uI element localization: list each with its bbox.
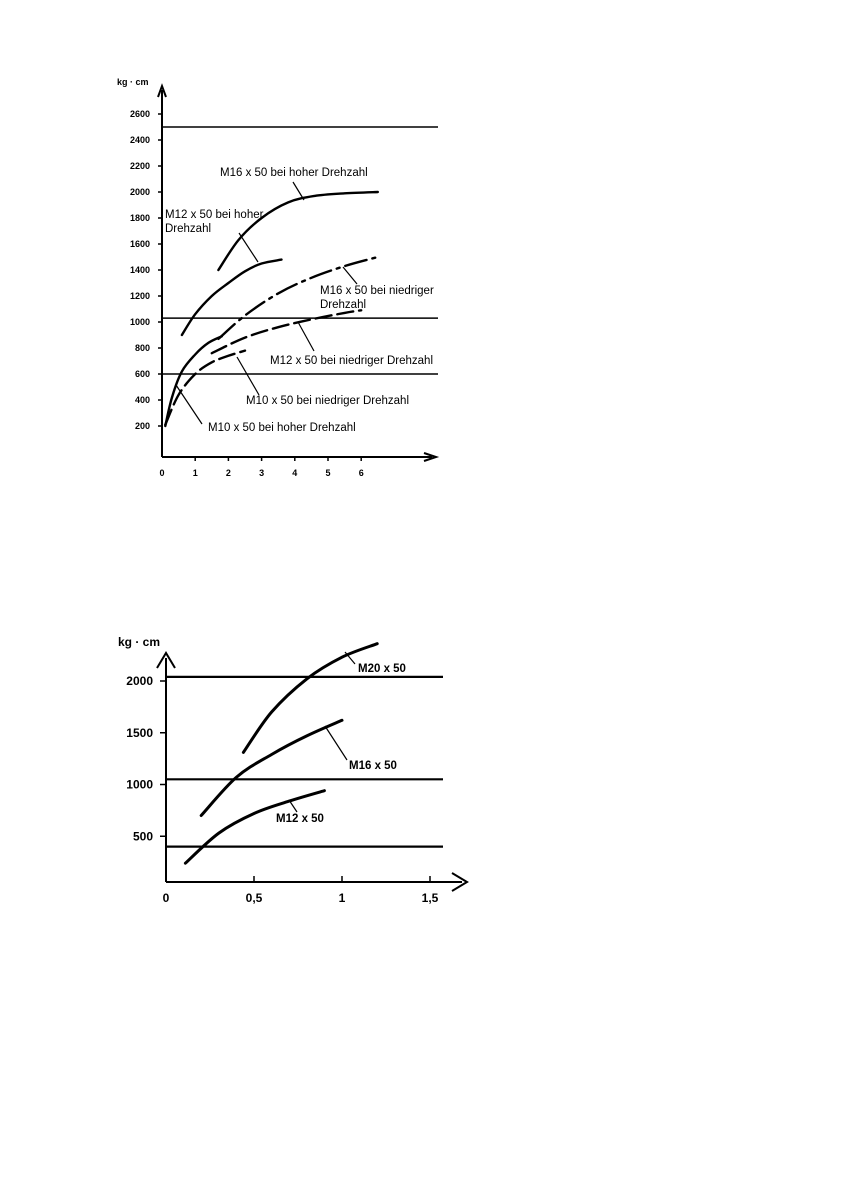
- chart1-y-tick-label: 1800: [129, 213, 150, 223]
- chart1-label-m16-high: M16 x 50 bei hoher Drehzahl: [220, 167, 368, 179]
- chart1-series-m16-x-50-bei-hoher-drehzahl: [218, 192, 377, 270]
- chart2-x-tick-label: 0,5: [245, 891, 263, 905]
- chart2-series-m20-x-50: [243, 644, 377, 753]
- chart1-y-tick-label: 400: [134, 395, 150, 405]
- chart1-y-tick-label: 600: [134, 369, 150, 379]
- chart1-x-tick-label: 2: [225, 468, 231, 478]
- chart1-x-tick-label: 0: [159, 468, 165, 478]
- chart1-leader-m16-high: [293, 182, 304, 200]
- chart1-label-m12-high-line2: Drehzahl: [165, 223, 212, 235]
- chart1-leader-m12-high: [239, 233, 258, 262]
- chart2-x-tick-label: 1,5: [421, 891, 439, 905]
- chart2-y-tick-label: 1500: [126, 725, 153, 740]
- chart1-x-ticks: [159, 457, 363, 478]
- chart1-y-tick-label: 1200: [129, 291, 150, 301]
- chart2-y-tick-label: 2000: [126, 674, 153, 688]
- chart1-leader-m10-high: [176, 385, 202, 424]
- chart1-y-tick-label: 2600: [129, 109, 150, 119]
- chart1-y-tick-label: 1600: [129, 239, 150, 249]
- chart2-y-tick-label: 500: [132, 829, 153, 844]
- chart-1: [117, 77, 438, 478]
- chart1-y-ticks: [130, 109, 162, 431]
- chart2-series-m12-x-50: [185, 791, 324, 864]
- chart1-x-tick-label: 3: [259, 468, 265, 478]
- chart2-leader-m12: [289, 800, 297, 812]
- chart1-label-m12-high-line1: M12 x 50 bei hoher: [165, 209, 264, 221]
- chart1-y-tick-label: 1000: [129, 317, 150, 327]
- chart1-series-m16-x-50-bei-niedriger-drehzahl: [218, 257, 377, 339]
- chart2-x-tick-label: 1: [338, 891, 346, 905]
- chart1-series-m10-x-50-bei-hoher-drehzahl: [165, 336, 222, 426]
- chart2-x-ticks: [163, 876, 439, 905]
- chart1-leader-m12-low: [298, 322, 314, 351]
- chart1-x-tick-label: 4: [292, 468, 298, 478]
- chart1-label-m10-high: M10 x 50 bei hoher Drehzahl: [208, 422, 356, 434]
- chart2-y-ticks: [126, 674, 166, 843]
- chart2-label-m16: M16 x 50: [349, 760, 397, 772]
- chart1-label-m16-low-line2: Drehzahl: [320, 299, 367, 311]
- chart1-label-m16-low: [320, 285, 437, 311]
- chart2-leader-m16: [325, 726, 347, 760]
- chart1-series-m12-x-50-bei-hoher-drehzahl: [182, 260, 282, 335]
- chart1-label-m12-high: [165, 209, 267, 235]
- chart1-label-m12-low: M12 x 50 bei niedriger Drehzahl: [270, 355, 434, 367]
- chart1-x-tick-label: 6: [358, 468, 364, 478]
- chart1-y-tick-label: 200: [134, 421, 150, 431]
- chart1-leader-m10-low: [237, 357, 259, 395]
- chart2-label-m20: M20 x 50: [358, 663, 406, 675]
- chart1-reference-lines: [162, 127, 438, 374]
- chart1-x-tick-label: 5: [325, 468, 331, 478]
- chart1-y-tick-label: 1400: [129, 265, 150, 275]
- chart1-y-tick-label: 2200: [129, 161, 150, 171]
- chart2-series-m16-x-50: [201, 720, 342, 815]
- chart1-label-m10-low: M10 x 50 bei niedriger Drehzahl: [246, 395, 410, 407]
- chart2-label-m12: M12 x 50: [276, 813, 324, 825]
- chart1-y-tick-label: 2000: [129, 187, 150, 197]
- chart2-y-axis-label: kg · cm: [118, 635, 161, 649]
- chart1-y-tick-label: 2400: [129, 135, 150, 145]
- chart2-y-tick-label: 1000: [126, 777, 153, 792]
- chart2-x-tick-label: 0: [162, 891, 170, 905]
- chart1-series-m12-x-50-bei-niedriger-drehzahl: [212, 310, 361, 353]
- chart1-leader-m16-low: [343, 267, 357, 284]
- chart1-x-tick-label: 1: [192, 468, 198, 478]
- chart1-y-axis-label: kg · cm: [117, 77, 149, 87]
- chart1-y-tick-label: 800: [134, 343, 150, 353]
- chart-2: [118, 635, 467, 905]
- chart1-label-m16-low-line1: M16 x 50 bei niedriger: [320, 285, 434, 297]
